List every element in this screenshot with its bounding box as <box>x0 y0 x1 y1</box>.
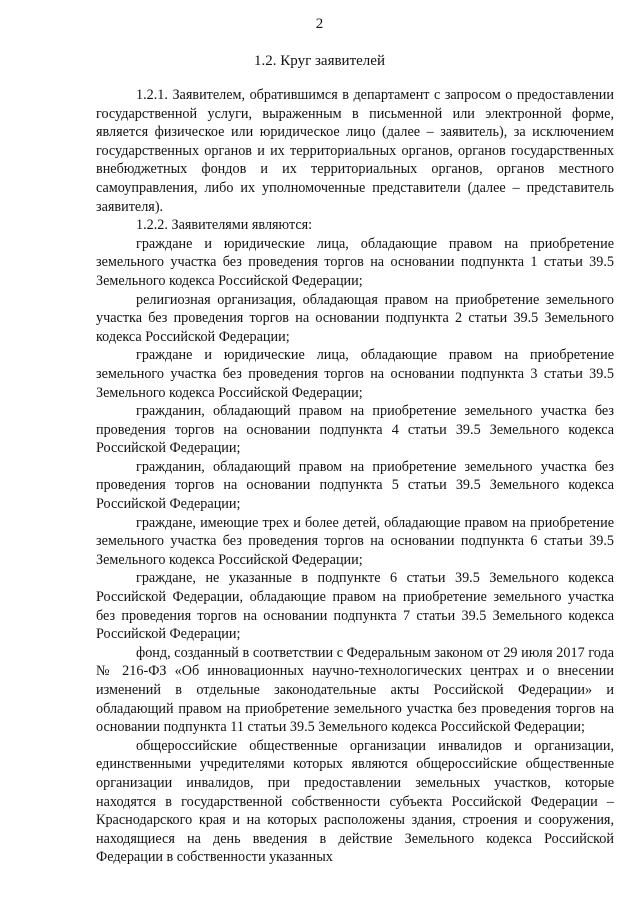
list-item-applicant: граждане и юридические лица, обладающие правом на приобретение земельного участка без проведения торгов на основании подпункта 3 статьи 39.5 Земельного кодекса Российской Федерации; <box>96 347 614 401</box>
list-item-applicant: фонд, созданный в соответствии с Федеральным законом от 29 июля 2017 года № 216-ФЗ «Об инновационных научно-технологических центрах и о внесении изменений в отдельные законодательные акты Российской Федерации» и обладающий правом на приобретение земельного участка без проведения торгов на основании подпункта 11 статьи 39.5 Земельного кодекса Российской Федерации; <box>96 644 614 736</box>
list-item-applicant: граждане, имеющие трех и более детей, обладающие правом на приобретение земельного участка без проведения торгов на основании подпункта 6 статьи 39.5 Земельного кодекса Российской Федерации; <box>96 514 614 568</box>
paragraph-1-2-1: 1.2.1. Заявителем, обратившимся в департамент с запросом о предоставлении государственной услуги, выраженным в письменной или электронной форме, является физическое или юридическое лицо (далее – заявитель), за исключением государственных органов и их территориальных органов, органов государственных внебюджетных фондов и их территориальных органов, органов местного самоуправления, либо их уполномоченные представители (далее – представитель заявителя). <box>96 87 614 215</box>
page-number: 2 <box>315 16 324 32</box>
list-item-applicant: гражданин, обладающий правом на приобретение земельного участка без проведения торгов на основании подпункта 4 статьи 39.5 Земельного кодекса Российской Федерации; <box>96 403 614 457</box>
list-item-applicant: гражданин, обладающий правом на приобретение земельного участка без проведения торгов на основании подпункта 5 статьи 39.5 Земельного кодекса Российской Федерации; <box>96 458 614 513</box>
paragraph-1-2-2: 1.2.2. Заявителями являются: <box>136 217 313 234</box>
section-title: 1.2. Круг заявителей <box>254 53 385 69</box>
list-item-applicant: религиозная организация, обладающая правом на приобретение земельного участка без проведения торгов на основании подпункта 2 статьи 39.5 Земельного кодекса Российской Федерации; <box>96 291 614 345</box>
list-item-applicant: общероссийские общественные организации инвалидов и организации, единственными учредителями которых являются общероссийские общественные организации инвалидов, при предоставлении земельных участков, которые находятся в государственной собственности субъекта Российской Федерации – Краснодарского края и на которых расположены здания, строения и сооружения, находящиеся на день введения в действие Земельного кодекса Российской Федерации в собственности указанных <box>96 737 614 866</box>
list-item-applicant: граждане, не указанные в подпункте 6 статьи 39.5 Земельного кодекса Российской Федерации, обладающие правом на приобретение земельного участка без проведения торгов на основании подпункта 7 статьи 39.5 Земельного кодекса Российской Федерации; <box>96 570 614 643</box>
document-body <box>96 86 614 867</box>
list-item-applicant: граждане и юридические лица, обладающие правом на приобретение земельного участка без проведения торгов на основании подпункта 1 статьи 39.5 Земельного кодекса Российской Федерации; <box>96 235 614 289</box>
